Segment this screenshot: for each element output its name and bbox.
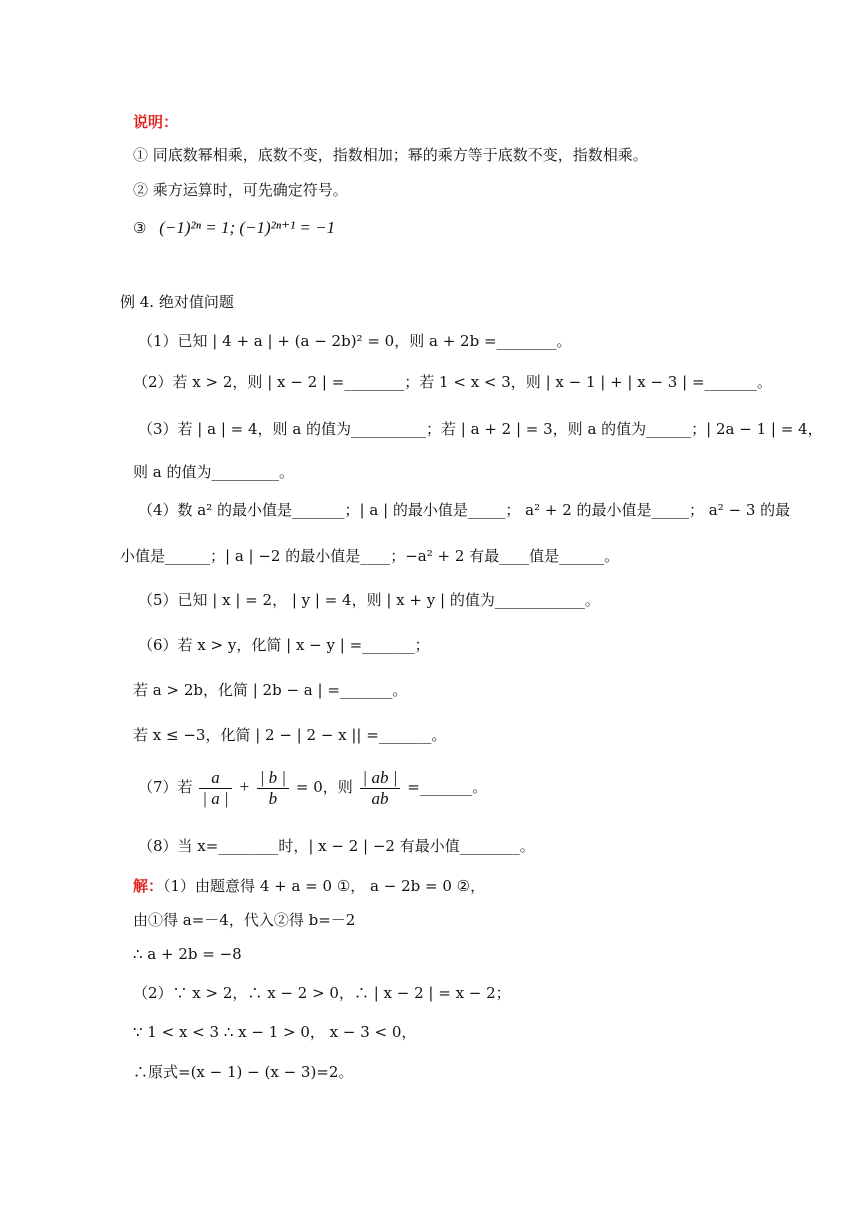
- fraction-abs-ab-over-ab: [360, 768, 401, 809]
- fraction-1-denominator: | a |: [202, 788, 229, 808]
- fraction-a-over-abs-a: [199, 768, 231, 809]
- note-item-3: [133, 218, 335, 238]
- solution-line-3: ∴ a + 2b = −8: [133, 945, 242, 963]
- fraction-2-denominator: b: [268, 788, 278, 808]
- fraction-3-numerator: | ab |: [360, 768, 401, 789]
- question-8: （8）当 x=________时，| x − 2 | −2 有最小值________。: [138, 837, 535, 855]
- fraction-2-numerator: | b |: [257, 768, 289, 789]
- solution-line-4: （2）∵ x > 2，∴ x − 2 > 0，∴ | x − 2 | = x − 2；: [133, 984, 511, 1002]
- note-item-2: ② 乘方运算时，可先确定符号。: [133, 181, 348, 199]
- question-6-line-3: 若 x ≤ −3，化简 | 2 − | 2 − x || =_______。: [133, 726, 447, 744]
- fraction-abs-b-over-b: [257, 768, 289, 809]
- fraction-3-denominator: ab: [371, 788, 389, 808]
- note-item-3-marker: ③: [133, 219, 147, 237]
- solution-line-1: [133, 876, 485, 896]
- question-7-plus: +: [238, 777, 250, 796]
- notes-heading: 说明：: [133, 113, 179, 131]
- question-4-line-2: 小值是______；| a | −2 的最小值是____；−a² + 2 有最____值是______。: [120, 547, 620, 565]
- note-item-1: ① 同底数幂相乘，底数不变，指数相加；幂的乘方等于底数不变，指数相乘。: [133, 146, 648, 164]
- question-4-line-1: （4）数 a² 的最小值是_______；| a | 的最小值是_____； a² + 2 的最小值是_____； a² − 3 的最: [138, 501, 791, 519]
- question-7-suffix: =_______。: [407, 778, 488, 796]
- question-7-prefix: （7）若: [138, 778, 193, 796]
- solution-label: 解：: [133, 877, 164, 895]
- question-1: （1）已知 | 4 + a | + (a − 2b)² = 0，则 a + 2b =________。: [138, 332, 572, 350]
- solution-line-6: ∴原式=(x − 1) − (x − 3)=2。: [133, 1063, 354, 1081]
- question-3-line-1: （3）若 | a | = 4，则 a 的值为__________；若 | a + 2 | = 3，则 a 的值为______；| 2a − 1 | = 4，: [138, 420, 823, 438]
- question-6-line-1: （6）若 x > y，化简 | x − y | =_______；: [138, 636, 430, 654]
- note-item-3-formula: (−1)²ⁿ = 1; (−1)²ⁿ⁺¹ = −1: [159, 218, 336, 237]
- solution-line-2: 由①得 a=－4，代入②得 b=－2: [133, 911, 356, 929]
- solution-line-5: ∵ 1 < x < 3 ∴ x − 1 > 0， x − 3 < 0，: [133, 1023, 417, 1041]
- question-3-line-2: 则 a 的值为_________。: [133, 463, 294, 481]
- question-7: [138, 766, 487, 809]
- question-7-middle: = 0，则: [295, 778, 353, 796]
- example-title: 例 4. 绝对值问题: [120, 293, 234, 311]
- fraction-1-numerator: a: [199, 768, 231, 789]
- question-6-line-2: 若 a > 2b，化简 | 2b − a | =_______。: [133, 681, 408, 699]
- solution-step-1: （1）由题意得 4 + a = 0 ①， a − 2b = 0 ②，: [163, 877, 486, 895]
- question-5: （5）已知 | x | = 2， | y | = 4，则 | x + y | 的值为____________。: [138, 591, 600, 609]
- question-2: （2）若 x > 2，则 | x − 2 | =________；若 1 < x < 3，则 | x − 1 | + | x − 3 | =_______。: [133, 373, 773, 391]
